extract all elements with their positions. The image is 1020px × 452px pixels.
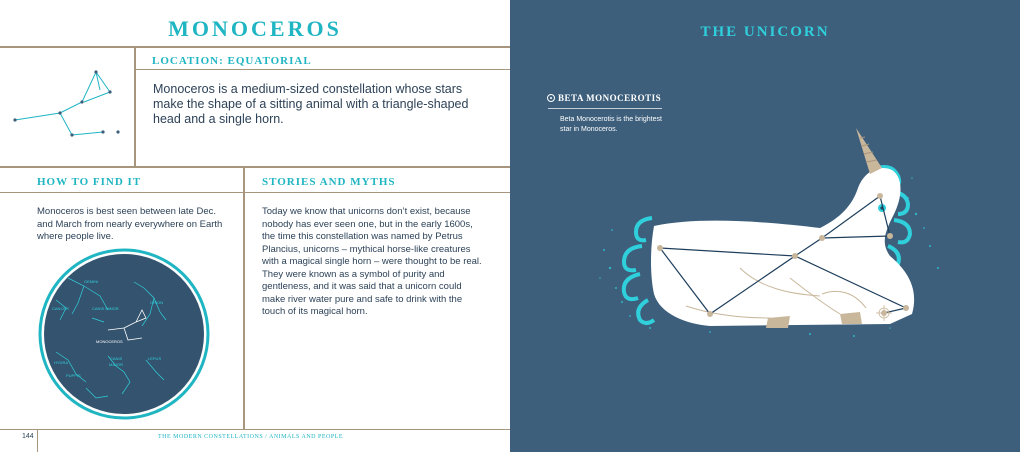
footer-tick	[37, 429, 38, 452]
map-label-canis-minor: CANIS MINOR	[92, 306, 119, 311]
star-icon	[547, 94, 555, 102]
column-divider	[243, 167, 245, 429]
map-label-cancer: CANCER	[52, 306, 69, 311]
how-to-find-text: Monoceros is best seen between late Dec. and March from nearly everywhere on Earth where people live.	[37, 206, 223, 242]
right-page	[510, 0, 1020, 452]
map-label-orion: ORION	[150, 300, 164, 305]
section-heading-underline	[0, 192, 510, 193]
intro-text: Monoceros is a medium-sized constellation whose stars make the shape of a sitting animal with a triangle-shaped head and a single horn.	[153, 82, 469, 126]
stories-text: Today we know that unicorns don’t exist, because nobody has ever seen one, but in the early 1600s, the time this constellation was named by Petrus Plancius, unicorns – mythical horse-like creatures with a magical single horn – were thought to be real. They were known as a symbol of purity and gentleness, and it was said that a unicorn could make river water pure and safe to drink with the touch of its magical horn.	[262, 206, 482, 317]
how-to-find-heading: HOW TO FIND IT	[37, 176, 142, 188]
map-label-canis: CANIS	[110, 356, 123, 361]
location-label: LOCATION: EQUATORIAL	[152, 55, 312, 67]
map-label-puppis: PUPPIS	[66, 373, 81, 378]
map-label-gemini: GEMINI	[84, 279, 99, 284]
diagram-divider	[134, 47, 136, 167]
page-number: 144	[22, 433, 34, 440]
running-footer: THE MODERN CONSTELLATIONS / ANIMALS AND PEOPLE	[158, 434, 344, 440]
page-title: MONOCEROS	[168, 16, 342, 41]
stories-heading: STORIES AND MYTHS	[262, 176, 396, 188]
top-divider	[0, 46, 510, 48]
middle-divider	[0, 166, 510, 168]
map-label-hydra: HYDRA	[54, 360, 69, 365]
map-label-major: MAJOR	[109, 362, 123, 367]
footer-divider	[0, 429, 510, 430]
unicorn-title: THE UNICORN	[700, 24, 830, 40]
unicorn-illustration	[590, 118, 970, 348]
star-map	[38, 248, 210, 420]
star-name-underline	[548, 108, 662, 109]
map-label-monoceros: MONOCEROS	[96, 339, 123, 344]
constellation-diagram	[0, 50, 134, 166]
star-note: Beta Monocerotis is the brightest star in Monoceros.	[560, 116, 662, 133]
map-label-lepus: LEPUS	[148, 356, 162, 361]
location-underline	[135, 69, 510, 70]
star-name: BETA MONOCEROTIS	[558, 93, 662, 103]
